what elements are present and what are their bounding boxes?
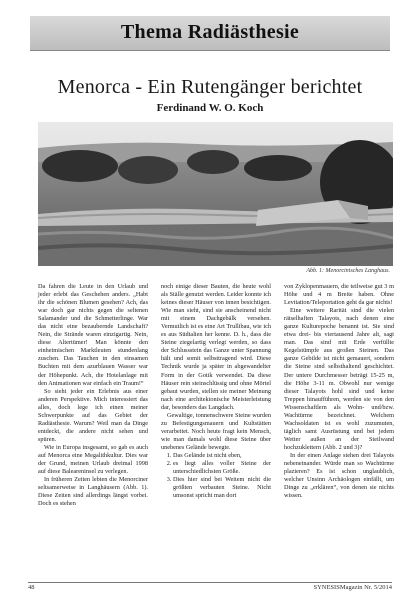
paragraph: In der einen Anlage stehen drei Talayots nebeneinander. Würde man so Wachtürme plazieren? Es ist schon unglaublich, welcher Unsinn Archäologen einfällt, um Dinge zu „erklären“, von denen sie nichts wissen. [284,451,394,500]
text-column-3 [284,283,394,500]
list-item: 3. Dies hier sind bei Weitem nicht die größten verbauten Steine. Nicht umsonst spricht man dort [173,476,271,500]
paragraph: Gewaltige, tonnenschwere Steine wurden zu Befestigungsmauern und Kultstätten verarbeitet. Noch heute fragt kein Mensch, wie man damals wohl diese Steine über unebenes Gelände bewegte. [161,411,271,451]
paragraph: Da fahren die Leute in den Urlaub und jeder erlebt das Geschehen anders. „Habt ihr die schönen Blumen gesehen? Ach, das war doch gar nichts gegen die seltenen Salamander und die Schmetterlinge. War das nicht eine bezaubernde Landschaft? Nein, die Strände waren einzigartig. Nein, diese Altertümer! Man könnte den einheimischen Marktleuten stundenlang zuschen. Das Tauchen in den einsamen Buchten mit dem azurblauen Wasser war der Höhepunkt. Ach, die Hotelanlage mit den Animationen war einfach ein Traum!“ [38,283,148,387]
numbered-list [161,452,271,500]
article-author: Ferdinand W. O. Koch [156,102,264,114]
longhouse-photo [38,122,393,266]
paragraph: Wie in Europa insgesamt, so gab es auch auf Menorca eine Megalithkultur. Dies war der Grund, meinen Urlaub dreimal 1998 auf diese Baleareninsel zu verlegen. [38,443,148,476]
article-title: Menorca - Ein Rutengänger berichtet [57,76,363,98]
article-body [38,283,394,573]
paragraph: Eine weitere Rarität sind die vielen rätselhaften Talayots, nach denen eine ganze Kulturepoche benannt ist. Sie sind etwa drei- bis viertausend Jahre alt, sagt man. Das sind mit Erde verfüllte Kegelstümpfe aus großen Steinen. Das ganze Gebilde ist nicht gemauert, sondern die Steine sind selbsthaltend geschichtet. Der untere Durchmesser beträgt 15-25 m, die Höhe 3-11 m. Obwohl nur wenige dieser Talayots hohl sind und keine Treppen hinaufführen, werden sie von den Wissenschaftlern als Wohn- und/bzw. Wachtürme bezeichnet. Welchem Wachsoldaten ist es wohl zuzumuten, täglich samt Ausrüstung und bei jedem Wetter außen an der Steilwand hochzuklettern (Abb. 2 und 3)? [284,307,394,451]
page-number: 48 [28,584,35,591]
list-item: 1. Das Gelände ist nicht eben, [173,452,271,460]
text-column-1 [38,283,148,508]
paragraph: noch einige dieser Bauten, die heute wohl als Ställe genutzt werden. Leider konnte ich keines dieser Häuser von innen besichtigen. Wie man sieht, sind sie anscheinend nicht mit einem Dachgebälk versehen. Vermutlich ist es eine Art Trullibau, wie ich es aus Südtalien her kenne. D. h., dass die Steine ziegelartig verlegt werden, so dass der Schlussstein das Ganze unter Spannung hält und somit selbsttragend wird. Diese Technik wurde ja später in abgewandelter Form in der Gotik verwendet. Da diese Häuser rein steinschlüssig und ohne Mörtel gebaut wurden, stellen sie meiner Meinung nach eine architektonische Meisterleistung dar, besonders das Langdach. [161,283,271,411]
paragraph: In früheren Zeiten lebten die Menorciner seltsamerweise in Langhäusern (Abb. 1). Diese Zeiten sind allerdings längst vorbei. Doch es stehen [38,476,148,508]
paragraph: So sieht jeder ein Erlebnis aus einer anderen Perspektive. Mich interessiert das alles, doch lege ich einen meiner Schwerpunkte auf das Gebiet der Radiästhesie. Warum? Weil man da Dinge entdeckt, die andere nicht sehen und spüren. [38,387,148,443]
paragraph: von Zyklopenmauern, die teilweise gut 3 m Höhe und 4 m Breite haben. Ohne Levitation/Teleportation geht da gar nichts! [284,283,394,307]
longhouse-photo-illustration [38,122,393,266]
text-column-2 [161,283,271,500]
footer-divider [28,582,392,583]
list-item: 2. es liegt alles voller Steine der unterschiedlichsten Größe. [173,460,271,476]
section-header-band [30,16,390,51]
photo-caption: Abb. 1: Menorcinisches Langhaus. [306,268,390,274]
magazine-issue: SYNESISMagazin Nr. 5/2014 [313,584,392,591]
section-title: Thema Radiästhesie [120,21,300,43]
